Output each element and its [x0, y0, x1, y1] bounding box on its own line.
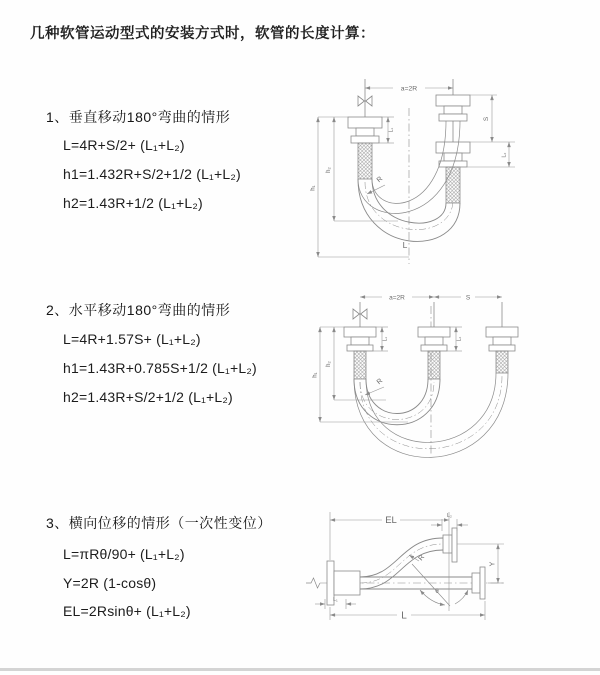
flange-moving-end-upper	[436, 95, 470, 121]
dim-label-h2: h₂	[326, 361, 332, 367]
dim-label-y: Y	[489, 561, 497, 567]
dimension-lines	[320, 293, 502, 423]
angle-arc-right	[455, 590, 468, 604]
flange-position-2	[486, 327, 518, 373]
radius-label: R	[375, 175, 385, 185]
angle-label: θ	[435, 589, 439, 595]
braid-sleeve	[496, 351, 508, 373]
dim-label-a2r: a=2R	[389, 294, 405, 302]
dim-label-l1: L₁	[333, 597, 338, 603]
dim-label-l1: L₁	[382, 336, 389, 342]
diagram-vertical-180-bend	[310, 70, 530, 270]
braid-sleeve	[358, 143, 372, 179]
radius-label: R	[375, 377, 385, 387]
diagram-lateral-displacement	[298, 498, 583, 645]
flange-fixed-end	[348, 117, 382, 179]
section3-heading: 3、横向位移的情形（一次性变位）	[46, 515, 272, 531]
angle-arc-left	[420, 590, 445, 605]
dim-label-el: EL	[385, 515, 397, 526]
pipe-break-symbol	[306, 578, 320, 588]
diagram-horizontal-180-bend	[312, 282, 547, 464]
section1-formula-L: L=4R+S/2+ (L₁+L₂)	[63, 137, 185, 153]
flange-position-1	[418, 327, 450, 379]
section3-formula-EL: EL=2Rsinθ+ (L₁+L₂)	[63, 603, 191, 619]
section3-formula-Y: Y=2R (1-cosθ)	[63, 575, 157, 591]
page-bottom-edge	[0, 668, 600, 671]
section1-formula-h1: h1=1.432R+S/2+1/2 (L₁+L₂)	[63, 166, 241, 182]
flange-fixed-end	[344, 327, 376, 379]
dim-label-h2: h₂	[326, 167, 332, 173]
dim-label-a2r: a=2R	[400, 85, 418, 93]
braid-sleeve	[354, 351, 366, 379]
flange-left	[327, 561, 360, 605]
dim-label-s: S	[465, 294, 471, 302]
page-title: 几种软管运动型式的安装方式时，软管的长度计算：	[30, 26, 375, 42]
dimension-lines	[315, 512, 504, 620]
dim-label-s: S	[483, 116, 490, 122]
section1-heading: 1、垂直移动180°弯曲的情形	[46, 109, 231, 125]
dimension-lines	[318, 83, 515, 257]
flange-moving-end-lower	[436, 142, 470, 203]
radius-label: R	[417, 553, 427, 563]
dim-label-l2: L₂	[456, 336, 463, 342]
length-label: L	[402, 240, 408, 250]
section3-formula-L: L=πRθ/90+ (L₁+L₂)	[63, 546, 185, 562]
section1-formula-h2: h2=1.43R+1/2 (L₁+L₂)	[63, 195, 203, 211]
dim-label-l2: L₂	[447, 513, 452, 519]
dim-label-l: L	[401, 610, 407, 622]
section2-heading: 2、水平移动180°弯曲的情形	[46, 302, 231, 318]
dim-label-l2: L₂	[501, 152, 508, 158]
braid-sleeve	[446, 167, 460, 203]
hose-s-curve-displaced	[360, 538, 443, 589]
section2-formula-h2: h2=1.43R+S/2+1/2 (L₁+L₂)	[63, 389, 233, 405]
flange-displaced	[443, 528, 457, 562]
braid-sleeve	[428, 351, 440, 379]
section2-formula-L: L=4R+1.57S+ (L₁+L₂)	[63, 331, 201, 347]
flange-right-original	[472, 567, 485, 599]
dim-label-h1: h₁	[312, 372, 319, 378]
dim-label-h1: h₁	[310, 185, 317, 191]
dim-label-l1: L₁	[388, 127, 395, 133]
section2-formula-h1: h1=1.43R+0.785S+1/2 (L₁+L₂)	[63, 360, 257, 376]
